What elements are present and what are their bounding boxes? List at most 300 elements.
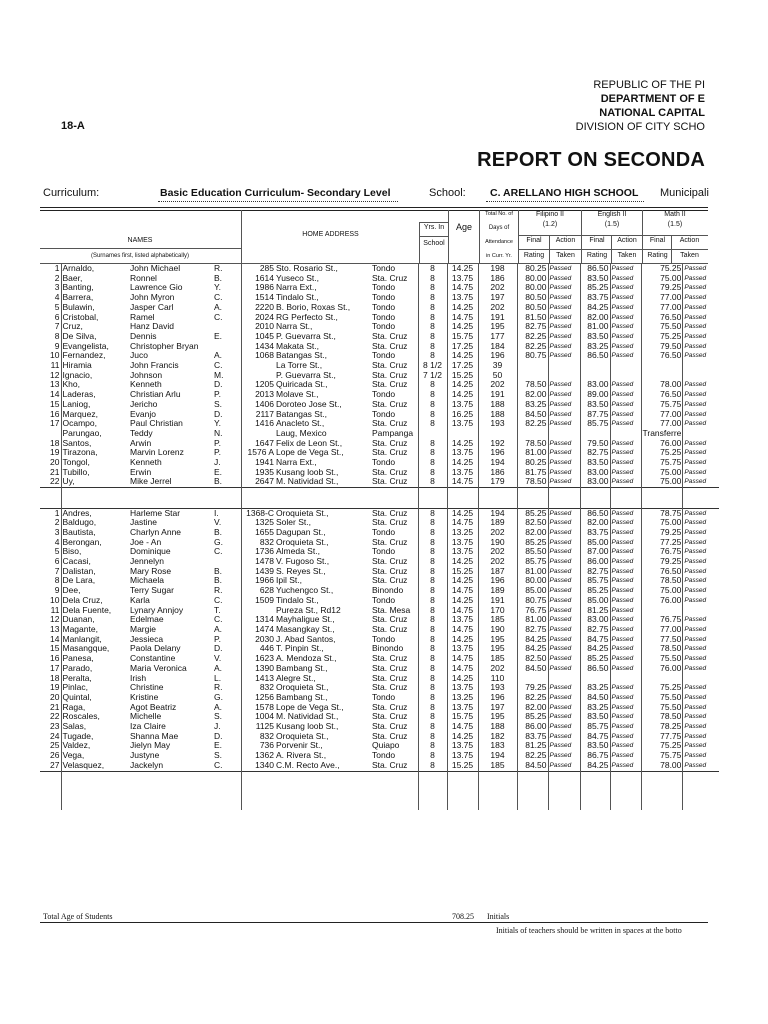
filipino-rating-cell: 85.25 bbox=[517, 712, 548, 722]
surname-cell: Dee, bbox=[61, 586, 129, 596]
english-rating-cell: 87.00 bbox=[580, 547, 610, 557]
attendance-days-cell: 196 bbox=[478, 576, 517, 586]
table-row bbox=[40, 693, 719, 703]
math-action-cell: Passed bbox=[683, 458, 719, 468]
blank-cell bbox=[610, 791, 641, 801]
row-number: 13 bbox=[50, 380, 60, 390]
house-number-cell: 1004 bbox=[241, 712, 275, 722]
attendance-days-cell: 202 bbox=[478, 380, 517, 390]
filipino-action-cell: Passed bbox=[548, 606, 580, 616]
math-action-cell: Passed bbox=[683, 342, 719, 352]
math-rating-cell bbox=[641, 371, 683, 381]
math-rating-cell: 77.00 bbox=[641, 625, 683, 635]
age-cell: 15.25 bbox=[447, 761, 478, 771]
surname-cell: Biso, bbox=[61, 547, 129, 557]
first-name-cell: Karla bbox=[130, 595, 150, 605]
english-action: Action bbox=[617, 237, 637, 244]
middle-initial-cell: V. bbox=[214, 654, 222, 664]
filipino-action-cell: Passed bbox=[548, 293, 580, 303]
row-number: 20 bbox=[50, 458, 60, 468]
table-row bbox=[40, 419, 719, 429]
filipino-rating-cell: 82.25 bbox=[517, 751, 548, 761]
english-action-cell: Passed bbox=[610, 380, 641, 390]
middle-initial-cell: C. bbox=[214, 547, 223, 557]
filipino-rating-cell: 85.50 bbox=[517, 547, 548, 557]
attendance-days-cell: 195 bbox=[478, 644, 517, 654]
middle-initial-cell: B. bbox=[214, 273, 223, 283]
filipino-action-cell: Passed bbox=[548, 410, 580, 420]
table-row bbox=[40, 761, 719, 771]
blank-cell bbox=[580, 488, 610, 498]
house-number-cell: 2030 bbox=[241, 635, 275, 645]
years-in-school-cell: 8 1/2 bbox=[418, 361, 447, 371]
blank-cell bbox=[40, 488, 61, 498]
math-action-cell: Passed bbox=[683, 351, 719, 361]
house-number-cell: 1434 bbox=[241, 342, 275, 352]
attendance-days-cell: 198 bbox=[478, 264, 517, 274]
first-name-cell: Mary Rose bbox=[130, 566, 172, 576]
house-number-cell: 285 bbox=[241, 264, 275, 274]
blank-cell bbox=[447, 488, 478, 498]
first-name-cell: Marvin Lorenz bbox=[130, 448, 184, 458]
math-action-cell: Passed bbox=[683, 693, 719, 703]
math-rating-cell: 75.00 bbox=[641, 468, 683, 478]
surname-cell: Laderas, bbox=[61, 390, 129, 400]
age-cell: 14.75 bbox=[447, 664, 478, 674]
filipino-rating-cell: 80.50 bbox=[517, 293, 548, 303]
years-in-school-cell: 8 bbox=[418, 322, 447, 332]
table-row bbox=[40, 741, 719, 751]
filipino-action-cell: Passed bbox=[548, 703, 580, 713]
english-header: English II bbox=[597, 211, 627, 218]
age-cell: 15.25 bbox=[447, 371, 478, 381]
republic-line: REPUBLIC OF THE PI bbox=[593, 79, 705, 91]
filipino-rating-cell bbox=[517, 674, 548, 684]
middle-initial-cell: Y. bbox=[214, 419, 221, 429]
english-rating-cell bbox=[580, 429, 610, 439]
math-action-cell: Passed bbox=[683, 644, 719, 654]
english-units: (1.5) bbox=[604, 221, 620, 228]
first-name-cell: Lawrence Gio bbox=[130, 283, 183, 293]
math-action-cell: Passed bbox=[683, 567, 719, 577]
middle-initial-cell: D. bbox=[214, 409, 223, 419]
row-number: 24 bbox=[50, 731, 60, 741]
first-name-cell: Margie bbox=[130, 624, 156, 634]
names-subheader: (Surnames first, listed alphabetically) bbox=[90, 253, 190, 259]
english-action-cell: Passed bbox=[610, 722, 641, 732]
age-cell: 14.25 bbox=[447, 380, 478, 390]
middle-initial-cell: C. bbox=[214, 293, 223, 303]
attendance-days-cell: 183 bbox=[478, 741, 517, 751]
attendance-days-cell: 195 bbox=[478, 635, 517, 645]
filipino-rating-cell: 80.25 bbox=[517, 458, 548, 468]
row-number: 22 bbox=[50, 712, 60, 722]
blank-cell bbox=[580, 498, 610, 508]
filipino-action-cell bbox=[548, 361, 580, 371]
english-action-cell: Passed bbox=[610, 274, 641, 284]
city-cell: Sta. Cruz bbox=[372, 477, 408, 487]
middle-initial-cell: A. bbox=[214, 702, 223, 712]
blank-cell bbox=[418, 488, 447, 498]
middle-initial-cell: V. bbox=[214, 518, 222, 528]
filipino-action-cell: Passed bbox=[548, 439, 580, 449]
blank-cell bbox=[478, 488, 517, 498]
attendance-days-cell: 202 bbox=[478, 557, 517, 567]
blank-cell bbox=[580, 801, 610, 811]
street-cell: S. Reyes St., bbox=[276, 566, 326, 576]
filipino-action-cell: Passed bbox=[548, 274, 580, 284]
row-number: 27 bbox=[50, 760, 60, 770]
math-action-cell bbox=[683, 371, 719, 381]
blank-cell bbox=[548, 771, 580, 781]
surname-cell: Bautista, bbox=[61, 528, 129, 538]
attendance-days-cell: 39 bbox=[478, 361, 517, 371]
english-action-cell: Passed bbox=[610, 313, 641, 323]
department-line: DEPARTMENT OF E bbox=[600, 93, 705, 105]
math-action-cell: Passed bbox=[683, 264, 719, 274]
surname-cell: Cruz, bbox=[61, 322, 129, 332]
city-cell: Sta. Cruz bbox=[372, 370, 408, 380]
math-rating: Rating bbox=[647, 252, 668, 259]
middle-initial-cell: C. bbox=[214, 312, 223, 322]
blank-cell bbox=[275, 771, 371, 781]
row-number: 1 bbox=[40, 508, 61, 518]
street-cell: A. Mendoza St., bbox=[276, 654, 337, 664]
math-rating-cell: 78.75 bbox=[641, 508, 683, 518]
street-cell: J. Abad Santos, bbox=[276, 634, 336, 644]
blank-cell bbox=[517, 791, 548, 801]
age-cell: 14.25 bbox=[447, 732, 478, 742]
table-row bbox=[40, 264, 719, 274]
street-cell: T. Pinpin St., bbox=[276, 644, 324, 654]
filipino-rating-cell: 78.50 bbox=[517, 477, 548, 487]
city-cell: Tondo bbox=[372, 751, 396, 761]
years-in-school-cell: 8 bbox=[418, 518, 447, 528]
row-number: 18 bbox=[50, 673, 60, 683]
math-rating-cell: 79.25 bbox=[641, 528, 683, 538]
filipino-rating-cell: 84.25 bbox=[517, 635, 548, 645]
blank-cell bbox=[447, 801, 478, 811]
blank-cell bbox=[371, 801, 418, 811]
street-cell: Oroquieta St., bbox=[276, 731, 329, 741]
first-name-cell: Ramel bbox=[130, 312, 155, 322]
filipino-action-cell: Passed bbox=[548, 468, 580, 478]
english-action-cell: Passed bbox=[610, 508, 641, 518]
age-cell: 13.75 bbox=[447, 293, 478, 303]
house-number-cell: 2024 bbox=[241, 313, 275, 323]
math-rating-cell: 76.75 bbox=[641, 547, 683, 557]
blank-cell bbox=[580, 791, 610, 801]
filipino-rating-cell: 81.75 bbox=[517, 468, 548, 478]
english-action-cell: Passed bbox=[610, 342, 641, 352]
blank-cell bbox=[61, 801, 129, 811]
city-cell: Sta. Cruz bbox=[372, 683, 408, 693]
filipino-taken: Taken bbox=[556, 252, 575, 259]
row-number: 20 bbox=[50, 692, 60, 702]
math-rating-cell: 76.50 bbox=[641, 351, 683, 361]
attendance-days-cell: 202 bbox=[478, 547, 517, 557]
middle-initial-cell bbox=[213, 557, 241, 567]
blank-cell bbox=[275, 498, 371, 508]
city-cell: Sta. Cruz bbox=[372, 576, 408, 586]
filipino-action-cell: Passed bbox=[548, 722, 580, 732]
blank-cell bbox=[517, 488, 548, 498]
house-number-cell: 1514 bbox=[241, 293, 275, 303]
math-rating-cell: 75.25 bbox=[641, 448, 683, 458]
math-action-cell: Passed bbox=[683, 400, 719, 410]
row-number: 15 bbox=[50, 399, 60, 409]
english-rating-cell: 83.00 bbox=[580, 468, 610, 478]
house-number-cell: 1125 bbox=[241, 722, 275, 732]
initials-label: Initials bbox=[487, 912, 510, 921]
street-cell: Kusang loob St., bbox=[276, 722, 339, 732]
initials-note: Initials of teachers should be written in spaces at the botto bbox=[496, 926, 682, 935]
middle-initial-cell: E. bbox=[214, 741, 223, 751]
table-row bbox=[40, 674, 719, 684]
street-cell: Yuseco St., bbox=[276, 273, 319, 283]
age-cell: 14.25 bbox=[447, 264, 478, 274]
row-number: 5 bbox=[54, 302, 60, 312]
middle-initial-cell: D. bbox=[214, 731, 223, 741]
age-cell: 14.25 bbox=[447, 439, 478, 449]
filipino-rating-cell: 84.50 bbox=[517, 410, 548, 420]
english-action-cell: Passed bbox=[610, 712, 641, 722]
english-action-cell: Passed bbox=[610, 468, 641, 478]
first-name-cell: Evanjo bbox=[130, 409, 156, 419]
filipino-action-cell: Passed bbox=[548, 761, 580, 771]
english-action-cell: Passed bbox=[610, 322, 641, 332]
blank-cell bbox=[478, 801, 517, 811]
surname-cell: Panesa, bbox=[61, 654, 129, 664]
years-in-school-cell: 8 bbox=[418, 703, 447, 713]
math-action-cell: Passed bbox=[683, 547, 719, 557]
math-rating-cell: 75.00 bbox=[641, 477, 683, 487]
math-action-cell bbox=[683, 606, 719, 616]
footer-rule bbox=[40, 922, 708, 923]
years-in-school-cell: 8 bbox=[418, 283, 447, 293]
blank-cell bbox=[418, 791, 447, 801]
english-rating-cell: 85.75 bbox=[580, 576, 610, 586]
row-number: 16 bbox=[50, 409, 60, 419]
days-of-header: Days of bbox=[488, 225, 510, 231]
english-action-cell: Passed bbox=[610, 751, 641, 761]
row-number: 19 bbox=[50, 683, 60, 693]
surname-cell: Tirazona, bbox=[61, 448, 129, 458]
english-rating-cell: 83.25 bbox=[580, 342, 610, 352]
table-row bbox=[40, 683, 719, 693]
table-row bbox=[40, 644, 719, 654]
attendance-days-cell: 185 bbox=[478, 615, 517, 625]
math-rating-cell: 75.75 bbox=[641, 400, 683, 410]
years-in-school-cell: 8 bbox=[418, 606, 447, 616]
row-number: 21 bbox=[50, 467, 60, 477]
row-number: 4 bbox=[54, 537, 60, 547]
house-number-cell: 446 bbox=[241, 644, 275, 654]
surname-cell: Quintal, bbox=[61, 693, 129, 703]
middle-initial-cell: S. bbox=[214, 399, 223, 409]
english-rating-cell: 86.00 bbox=[580, 557, 610, 567]
age-cell: 15.75 bbox=[447, 332, 478, 342]
math-rating-cell: 76.75 bbox=[641, 615, 683, 625]
blank-cell bbox=[40, 801, 61, 811]
house-number-cell: 1413 bbox=[241, 674, 275, 684]
blank-cell bbox=[129, 801, 213, 811]
house-number-cell: 832 bbox=[241, 538, 275, 548]
filipino-rating-cell: 82.50 bbox=[517, 654, 548, 664]
middle-initial-cell bbox=[213, 322, 241, 332]
years-in-school-cell: 8 bbox=[418, 567, 447, 577]
blank-cell bbox=[610, 781, 641, 791]
table-row bbox=[40, 477, 719, 487]
english-action-cell: Passed bbox=[610, 567, 641, 577]
english-action-cell: Passed bbox=[610, 264, 641, 274]
row-number: 17 bbox=[50, 663, 60, 673]
surname-cell: Laniog, bbox=[61, 400, 129, 410]
filipino-rating-cell: 85.00 bbox=[517, 586, 548, 596]
table-row bbox=[40, 342, 719, 352]
attendance-days-cell: 192 bbox=[478, 439, 517, 449]
house-number-cell: 1576 A bbox=[241, 448, 275, 458]
age-cell: 14.25 bbox=[447, 458, 478, 468]
math-action-cell: Passed bbox=[683, 322, 719, 332]
blank-cell bbox=[683, 801, 719, 811]
blank-cell bbox=[478, 498, 517, 508]
table-row bbox=[40, 448, 719, 458]
first-name-cell: Dominique bbox=[130, 547, 171, 557]
row-number: 3 bbox=[54, 527, 60, 537]
row-number: 16 bbox=[50, 654, 60, 664]
street-cell: A. Rivera St., bbox=[276, 751, 327, 761]
street-cell: Tindalo St., bbox=[276, 293, 319, 303]
street-cell: Tindalo St., bbox=[276, 595, 319, 605]
math-action-cell: Passed bbox=[683, 664, 719, 674]
english-rating-cell: 83.50 bbox=[580, 741, 610, 751]
house-number-cell: 1390 bbox=[241, 664, 275, 674]
years-in-school-cell: 8 bbox=[418, 557, 447, 567]
blank-cell bbox=[129, 791, 213, 801]
english-taken: Taken bbox=[617, 252, 637, 259]
middle-initial-cell: Y. bbox=[214, 283, 221, 293]
middle-initial-cell: G. bbox=[214, 692, 223, 702]
english-rating-cell: 85.75 bbox=[580, 722, 610, 732]
years-in-school-cell: 8 bbox=[418, 274, 447, 284]
curr-yr-header: in Curr. Yr. bbox=[486, 253, 512, 259]
middle-initial-cell: G. bbox=[214, 537, 223, 547]
table-row bbox=[40, 400, 719, 410]
row-number: 6 bbox=[54, 312, 60, 322]
filipino-rating-cell: 84.50 bbox=[517, 664, 548, 674]
city-cell: Tondo bbox=[372, 312, 396, 322]
middle-initial-cell: A. bbox=[214, 302, 223, 312]
attendance-days-cell: 110 bbox=[478, 674, 517, 684]
english-rating-cell: 83.00 bbox=[580, 380, 610, 390]
age-cell: 14.75 bbox=[447, 518, 478, 528]
age-cell: 13.75 bbox=[447, 547, 478, 557]
years-in-school-cell: 8 bbox=[418, 761, 447, 771]
house-number-cell: 736 bbox=[241, 741, 275, 751]
surname-cell: Bulawin, bbox=[61, 303, 129, 313]
house-number-cell: 832 bbox=[241, 683, 275, 693]
first-name-cell: Justyne bbox=[130, 751, 160, 761]
filipino-action-cell: Passed bbox=[548, 567, 580, 577]
table-row bbox=[40, 654, 719, 664]
blank-cell bbox=[517, 498, 548, 508]
attendance-days-cell: 190 bbox=[478, 625, 517, 635]
city-cell: Sta. Cruz bbox=[372, 673, 408, 683]
city-cell: Tondo bbox=[372, 283, 396, 293]
street-cell: Narra Ext., bbox=[276, 458, 317, 468]
form-code: 18-A bbox=[61, 120, 85, 132]
middle-initial-cell: T. bbox=[214, 605, 221, 615]
first-name-cell: Michaela bbox=[130, 576, 165, 586]
math-action-cell: Passed bbox=[683, 380, 719, 390]
city-cell: Sta. Cruz bbox=[372, 518, 408, 528]
blank-row bbox=[40, 781, 719, 791]
table-row bbox=[40, 538, 719, 548]
age-cell: 13.75 bbox=[447, 448, 478, 458]
filipino-action-cell: Passed bbox=[548, 557, 580, 567]
english-rating-cell: 84.25 bbox=[580, 303, 610, 313]
middle-initial-cell: C. bbox=[214, 595, 223, 605]
filipino-action-cell: Passed bbox=[548, 342, 580, 352]
street-cell: RG Perfecto St., bbox=[276, 312, 338, 322]
page-title: REPORT ON SECONDA bbox=[477, 149, 705, 171]
first-name-cell: Juco bbox=[130, 351, 148, 361]
row-number: 19 bbox=[50, 448, 60, 458]
attendance-header: Attendance bbox=[485, 239, 513, 245]
blank-cell bbox=[241, 791, 275, 801]
blank-cell bbox=[641, 791, 683, 801]
row-number: 17 bbox=[50, 419, 60, 429]
row-number: 13 bbox=[50, 624, 60, 634]
house-number-cell: 1623 bbox=[241, 654, 275, 664]
region-line: NATIONAL CAPITAL bbox=[599, 107, 705, 119]
years-in-school-cell: 8 bbox=[418, 477, 447, 487]
english-action-cell: Passed bbox=[610, 557, 641, 567]
years-in-school-cell: 8 bbox=[418, 508, 447, 518]
yrs-in-header: Yrs. In bbox=[423, 224, 445, 231]
house-number-cell: 1045 bbox=[241, 332, 275, 342]
street-cell: Lope de Vega St., bbox=[276, 702, 344, 712]
filipino-rating-cell: 80.00 bbox=[517, 576, 548, 586]
table-row bbox=[40, 722, 719, 732]
filipino-rating-cell: 81.00 bbox=[517, 615, 548, 625]
blank-cell bbox=[129, 498, 213, 508]
filipino-rating-cell: 78.50 bbox=[517, 439, 548, 449]
street-cell: Kusang loob St., bbox=[276, 467, 339, 477]
street-cell: Batangas St., bbox=[276, 351, 328, 361]
english-action-cell: Passed bbox=[610, 606, 641, 616]
english-rating-cell: 86.75 bbox=[580, 751, 610, 761]
city-cell: Sta. Cruz bbox=[372, 399, 408, 409]
city-cell: Sta. Cruz bbox=[372, 624, 408, 634]
table-row bbox=[40, 468, 719, 478]
attendance-days-cell: 197 bbox=[478, 293, 517, 303]
math-action-cell: Passed bbox=[683, 586, 719, 596]
english-rating-cell: 84.75 bbox=[580, 635, 610, 645]
filipino-action-cell: Passed bbox=[548, 625, 580, 635]
english-rating-cell: 89.00 bbox=[580, 390, 610, 400]
street-cell: Narra Ext., bbox=[276, 283, 317, 293]
filipino-action-cell: Passed bbox=[548, 332, 580, 342]
english-rating-cell: 81.25 bbox=[580, 606, 610, 616]
filipino-action-cell: Passed bbox=[548, 400, 580, 410]
english-action-cell: Passed bbox=[610, 732, 641, 742]
math-rating-cell: 76.50 bbox=[641, 390, 683, 400]
blank-cell bbox=[610, 488, 641, 498]
english-rating-cell bbox=[580, 371, 610, 381]
home-address-header: HOME ADDRESS bbox=[302, 231, 359, 238]
